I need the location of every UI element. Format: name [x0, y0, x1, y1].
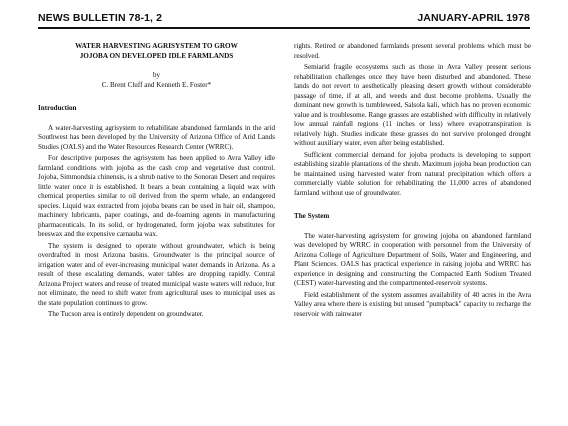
paragraph: Semiarid fragile ecosystems such as those in Avra Valley present serious rehabilitation challenges once they have been disturbed and abandoned. These lands do not revert to aesthetically pleasing desert growth without considerable passage of time, if at all, and weeds and dust become problems. Usually the dominant new growth is tumbleweed, Salsola kali, which has no proven economic value and is troublesome. Range grasses are established with difficulty in relatively low annual rainfall regions (11 inches or less) where evapotranspiration is relatively high. Studies indicate these grasses do not survive prolonged drought without auxiliary water, even after being established. [294, 63, 531, 147]
paragraph: Field establishment of the system assumes availability of 40 acres in the Avra Valley area where there is existing but unused "pumpback" capacity to recharge the reservoir with rainwater [294, 290, 531, 318]
byline-authors: C. Brent Cluff and Kenneth E. Foster* [101, 80, 212, 89]
introduction-heading: Introduction [38, 104, 77, 112]
article-title-line-2: JOJOBA ON DEVELOPED IDLE FARMLANDS [79, 51, 234, 60]
bulletin-number: NEWS BULLETIN 78-1, 2 [38, 12, 163, 24]
bulletin-header [38, 12, 530, 26]
paragraph: For descriptive purposes the agrisystem has been applied to Avra Valley idle farmland conditions with jojoba as the cash crop and vegetative dust control. Jojoba, Simmondsia chinensis, is a shrub native to the Sonoran Desert and requires little water once it is established. It bears a bean containing a liquid wax with chemical properties similar to oil derived from the sperm whale, an endangered species. Liquid wax extracted from jojoba beans can be used in hair oil, shampoo, machinery lubricants, paper coatings, and de-foaming agents in manufacturing pharmaceuticals. In its solid, or hydrogenated, form jojoba wax substitutes for beeswax and the expensive carnauba wax. [38, 154, 275, 238]
system-heading: The System [294, 212, 330, 220]
paragraph: The water-harvesting agrisystem for growing jojoba on abandoned farmland was developed by WRRC in cooperation with personnel from the University of Arizona College of Agriculture Department of Soils, Water and Engineering, and Plant Sciences. OALS has practical experience in raising jojoba and WRRC has experience in designing and constructing the Compacted Earth Sodium Treated (CEST) water-harvesting and the compartmented-reservoir systems. [294, 231, 531, 287]
paragraph: A water-harvesting agrisystem to rehabilitate abandoned farmlands in the arid Southwest has been developed by the University of Arizona Office of Arid Lands Studies (OALS) and the Water Resources Research Center (WRRC). [38, 123, 275, 151]
header-rule [38, 27, 530, 29]
article-title [38, 42, 275, 61]
paragraph: The system is designed to operate without groundwater, which is being overdrafted in most Arizona basins. Groundwater is the principal source of irrigation water and of ever-increasing municipal water demands in Arizona. As a result of these escalating demands, water tables are dropping rapidly. Central Arizona Project waters and reuse of treated municipal waste waters will reduce, but not eliminate, the need to shift water from agricultural uses to municipal uses as the state population continues to grow. [38, 241, 275, 307]
paragraph: rights. Retired or abandoned farmlands present several problems which must be resolved. [294, 42, 531, 60]
left-column [38, 42, 275, 322]
bulletin-date: JANUARY-APRIL 1978 [417, 12, 530, 24]
article-title-line-1: WATER HARVESTING AGRISYSTEM TO GROW [75, 42, 238, 50]
paragraph: Sufficient commercial demand for jojoba products is developing to support establishing sizable plantations of the shrub. Maximum jojoba bean production can be maintained using harvested water from natural precipitation which offers a commercially viable solution for rehabilitating the 11,000 acres of abandoned farmland without use of groundwater. [294, 150, 531, 197]
byline [38, 71, 275, 90]
byline-by: by [152, 71, 161, 79]
paragraph: The Tucson area is entirely dependent on groundwater. [48, 310, 204, 318]
right-column [294, 42, 531, 321]
